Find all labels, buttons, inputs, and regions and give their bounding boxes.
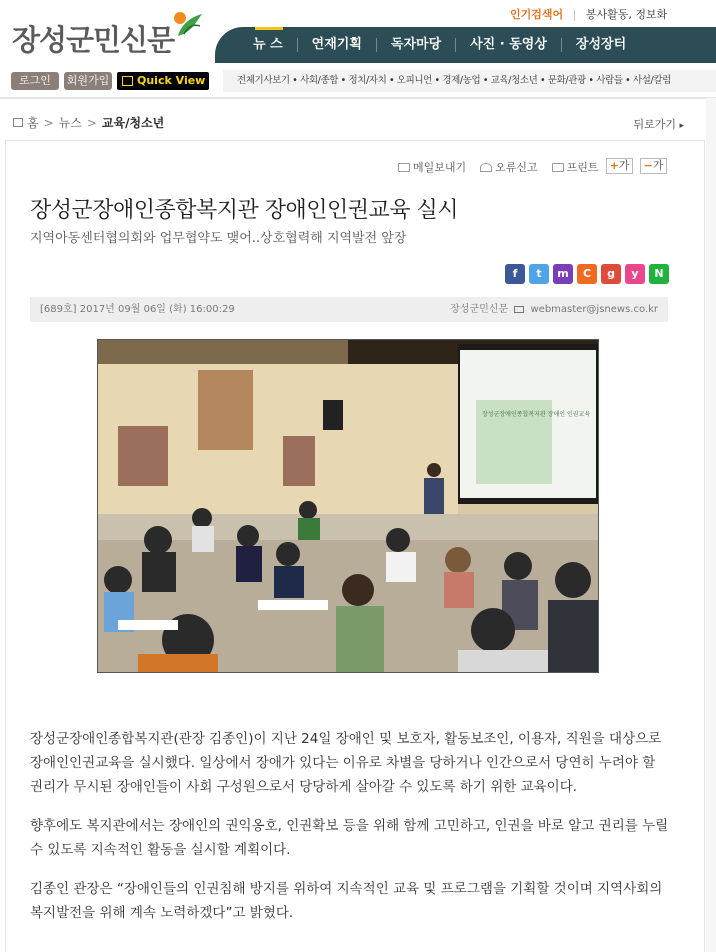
nav-item-readers[interactable]: 독자마당 [390,37,442,52]
article-title: 장성군장애인종합복지관 장애인인권교육 실시 [30,198,459,223]
article-paragraph: 김종인 관장은 “장애인들의 인권침해 방지를 위하여 지속적인 교육 및 프로그램을 기획할 것이며 지역사회의 복지발전을 위해 계속 노력하겠다”고 밝혔다. [30,881,663,921]
twitter-icon[interactable]: t [529,264,549,284]
naver-icon[interactable]: N [649,264,669,284]
nav-divider [455,38,456,52]
popular-separator: | [572,8,577,21]
print-label: 프린트 [566,161,599,174]
sub-navigation[interactable]: 전체기사보기 • 사회/종합 • 정치/자치 • 오피니언 • 경제/농업 • 교육/청소년 • 문화/관광 • 사람들 • 사설/칼럼 [223,70,716,92]
article-photo[interactable] [97,339,599,673]
article-container [5,140,705,952]
site-header [0,0,716,98]
breadcrumb-section[interactable]: 뉴스 [58,116,82,130]
facebook-icon[interactable]: f [505,264,525,284]
breadcrumb [13,114,164,131]
report-error-button[interactable] [480,159,538,175]
lecture-room-photo [98,340,599,673]
quick-view-icon [122,76,133,86]
breadcrumb-current: 교육/청소년 [101,116,165,130]
email-article-label: 메일보내기 [413,161,467,174]
nav-item-series[interactable]: 연재기획 [311,37,362,52]
yozm-icon[interactable]: y [625,264,645,284]
breadcrumb-home[interactable]: 홈 [27,116,39,130]
report-error-label: 오류신고 [495,161,538,174]
cyworld-icon[interactable]: C [577,264,597,284]
author-name: 장성군민신문 [450,304,509,315]
nav-item-photo-video[interactable]: 사진 · 동영상 [470,37,547,52]
social-share-bar [505,264,673,284]
slide-text: 장성군장애인종합복지관 장애인 인권교육 [482,411,591,418]
article-paragraph: 향후에도 복지관에서는 장애인의 권익옹호, 인권확보 등을 위해 함께 고민하고, 인권을 바로 알고 권리를 누릴 수 있도록 지속적인 활동을 실시할 계획이다. [30,818,669,858]
quick-view-button[interactable] [117,72,209,90]
back-link[interactable] [633,116,684,132]
minus-icon: − [643,159,653,172]
login-button[interactable]: 로그인 [11,72,59,90]
site-logo[interactable]: 장성군민신문 [12,23,175,57]
author-info [450,297,658,322]
google-icon[interactable]: g [601,264,621,284]
font-size-down-button[interactable] [640,158,667,174]
issue-date: [689호] 2017년 09월 06일 (화) 16:00:29 [40,304,235,315]
breadcrumb-arrow-icon: > [86,115,97,130]
quick-view-label: Quick View [137,74,206,87]
alert-icon [480,163,492,172]
printer-icon [552,163,564,172]
author-email-link[interactable]: webmaster@jsnews.co.kr [530,304,658,315]
font-size-up-button[interactable] [606,158,633,174]
article-meta [30,297,668,322]
mail-icon [514,306,524,313]
nav-divider [561,38,562,52]
font-down-label: 가 [652,159,664,172]
nav-divider [297,38,298,52]
me2day-icon[interactable]: m [553,264,573,284]
back-label: 뒤로가기 [633,118,676,131]
chevron-right-icon: ▸ [679,121,684,131]
article-body [30,727,672,940]
article-paragraph: 장성군장애인종합복지관(관장 김종인)이 지난 24일 장애인 및 보호자, 활동보조인, 이용자, 직원을 대상으로 장애인인권교육을 실시했다. 일상에서 장애가 있다는 이유로 차별을 당하거나 인간으로서 당연히 누려야 할 권리가 무시된 장애인들이 사회 구성원으로서 당당하게 살아갈 수 있도록 하기 위한 교육이다. [30,731,662,795]
logo-leaf-icon [170,8,204,40]
font-up-label: 가 [618,159,630,172]
breadcrumb-arrow-icon: > [43,115,54,130]
nav-item-news[interactable]: 뉴 스 [253,37,283,52]
print-button[interactable] [552,159,599,175]
popular-words-link[interactable]: 봉사활동, 정보화 [585,8,668,21]
email-article-button[interactable] [398,159,466,175]
nav-item-market[interactable]: 장성장터 [575,37,627,52]
page-scrollbar[interactable] [706,98,716,952]
popular-keywords [510,6,667,22]
popular-label: 인기검색어 [510,8,564,21]
plus-icon: + [609,159,619,172]
nav-divider [376,38,377,52]
mail-icon [398,163,410,172]
article-subtitle: 지역아동센터협의회와 업무협약도 맺어..상호협력해 지역발전 앞장 [30,231,407,246]
main-navigation [215,27,716,63]
header-divider [0,97,716,99]
join-button[interactable]: 회원가입 [64,72,112,90]
home-icon[interactable] [13,118,23,127]
article-tools [398,159,613,175]
